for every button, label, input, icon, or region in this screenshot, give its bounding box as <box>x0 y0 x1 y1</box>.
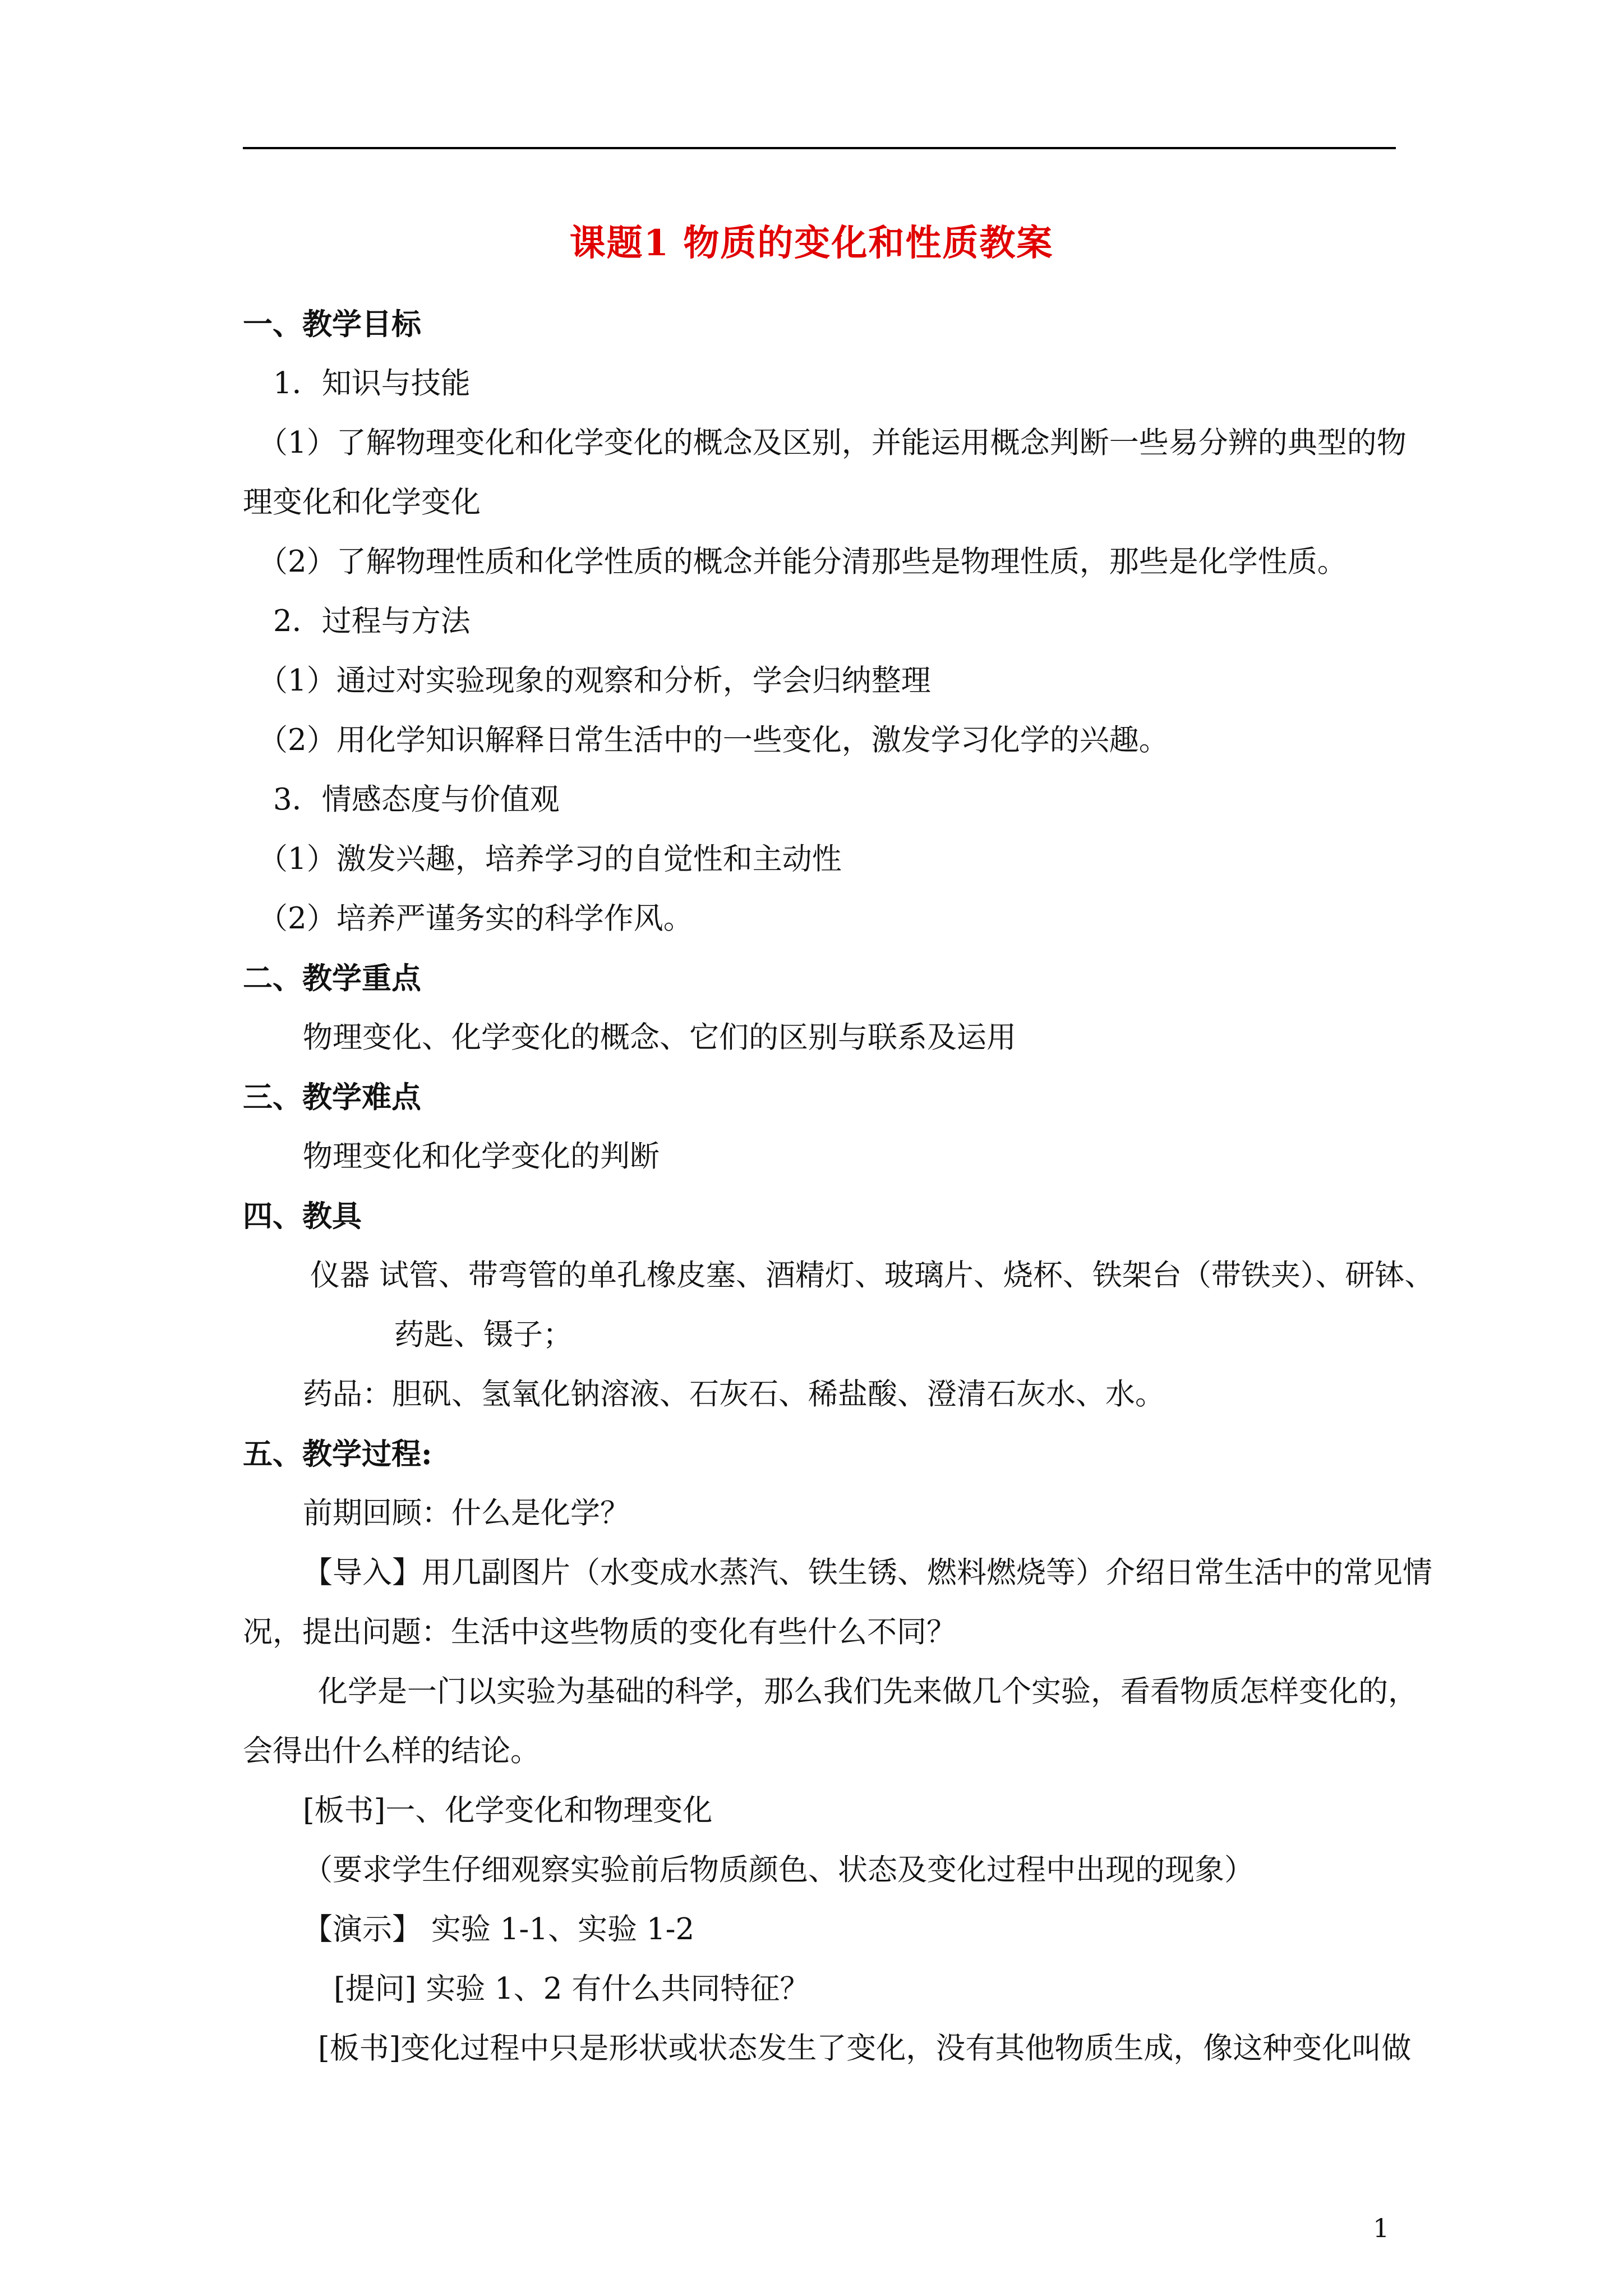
paragraph: [板书]一、化学变化和物理变化 <box>303 1793 713 1828</box>
paragraph: 前期回顾：什么是化学？ <box>303 1496 630 1530</box>
paragraph: （2）培养严谨务实的科学作风。 <box>258 901 693 936</box>
paragraph: 会得出什么样的结论。 <box>243 1734 540 1768</box>
paragraph: 【演示】 实验 1-1、实验 1-2 <box>303 1912 695 1947</box>
header-rule <box>243 147 1396 149</box>
paragraph: [板书]变化过程中只是形状或状态发生了变化，没有其他物质生成，像这种变化叫做 <box>318 2031 1412 2065</box>
paragraph: 化学是一门以实验为基础的科学，那么我们先来做几个实验，看看物质怎样变化的， <box>318 1674 1418 1709</box>
paragraph: （1）激发兴趣，培养学习的自觉性和主动性 <box>258 842 842 876</box>
subheading-knowledge: 1．知识与技能 <box>273 366 471 401</box>
document-title: 课题1 物质的变化和性质教案 <box>569 222 1054 264</box>
section-heading-objectives: 一、教学目标 <box>243 307 421 342</box>
paragraph: （1）通过对实验现象的观察和分析，学会归纳整理 <box>258 664 931 698</box>
subheading-attitude: 3．情感态度与价值观 <box>273 783 560 817</box>
equipment-instruments: 仪器 试管、带弯管的单孔橡皮塞、酒精灯、玻璃片、烧杯、铁架台（带铁夹）、研钵、 <box>310 1258 1435 1292</box>
paragraph: （要求学生仔细观察实验前后物质颜色、状态及变化过程中出现的现象） <box>303 1853 1254 1887</box>
section-heading-equipment: 四、教具 <box>243 1199 362 1234</box>
paragraph: （2）用化学知识解释日常生活中的一些变化，激发学习化学的兴趣。 <box>258 723 1169 757</box>
page-number: 1 <box>1373 2213 1390 2243</box>
paragraph: 物理变化、化学变化的概念、它们的区别与联系及运用 <box>303 1020 1016 1055</box>
paragraph: 【导入】用几副图片（水变成水蒸汽、铁生锈、燃料燃烧等）介绍日常生活中的常见情 <box>303 1556 1432 1590</box>
subheading-process: 2．过程与方法 <box>273 604 471 638</box>
equipment-reagents: 药品：胆矾、氢氧化钠溶液、石灰石、稀盐酸、澄清石灰水、水。 <box>303 1377 1165 1411</box>
section-heading-difficulties: 三、教学难点 <box>243 1080 421 1115</box>
paragraph: 理变化和化学变化 <box>243 485 481 519</box>
paragraph: [提问] 实验 1、2 有什么共同特征？ <box>334 1972 810 2006</box>
paragraph: 况，提出问题：生活中这些物质的变化有些什么不同？ <box>243 1615 956 1649</box>
paragraph: 物理变化和化学变化的判断 <box>303 1139 660 1174</box>
paragraph: （1）了解物理变化和化学变化的概念及区别，并能运用概念判断一些易分辨的典型的物 <box>258 426 1407 460</box>
equipment-instruments-continued: 药匙、镊子； <box>394 1318 573 1352</box>
paragraph: （2）了解物理性质和化学性质的概念并能分清那些是物理性质，那些是化学性质。 <box>258 545 1347 579</box>
section-heading-process: 五、教学过程: <box>243 1437 432 1471</box>
section-heading-keypoints: 二、教学重点 <box>243 961 421 996</box>
